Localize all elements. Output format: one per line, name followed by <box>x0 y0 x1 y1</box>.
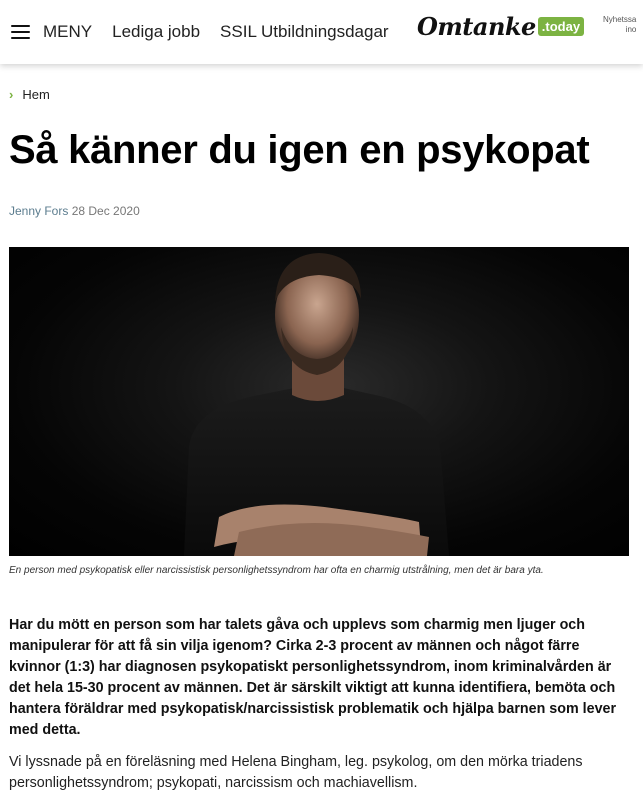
portrait-photo-icon <box>9 247 629 556</box>
site-logo[interactable] <box>417 11 584 41</box>
logo-badge: .today <box>538 17 584 36</box>
article-body-paragraph: Vi lyssnade på en föreläsning med Helena Bingham, leg. psykolog, om den mörka triadens personlighetssyndrom; psykopati, narcissism och machiavellism. <box>9 754 583 791</box>
publish-date: 28 Dec 2020 <box>71 204 140 218</box>
breadcrumb <box>9 87 50 102</box>
chevron-right-icon: › <box>9 87 14 102</box>
article-lead: Har du mött en person som har talets gåva och upplevs som charmig men ljuger och manipulerar för att få sin vilja igenom? Cirka 2-3 procent av männen och något färre kvinnor (1:3) har diagnosen psykopatiskt personlighetssyndrom, inom kriminalvården är det hela 15-30 procent av männen. Det är särskilt viktigt att kunna identifiera, bemöta och hantera föräldrar med psykopatisk/narcissistisk problematik och hjälpa barnen som lever med detta. <box>9 617 617 738</box>
menu-button[interactable] <box>11 12 92 52</box>
article-title: Så känner du igen en psykopat <box>9 128 590 172</box>
logo-wordmark: Omtanke <box>417 11 536 41</box>
nav-link-ssil-utbildningsdagar[interactable]: SSIL Utbildningsdagar <box>220 22 389 41</box>
menu-label: MENY <box>43 22 93 41</box>
author-link[interactable]: Jenny Fors <box>9 204 69 218</box>
breadcrumb-home-link[interactable]: Hem <box>22 87 50 102</box>
logo-tagline-line-1: Nyhetssa <box>603 15 637 24</box>
logo-tagline-line-2: ino <box>625 25 637 34</box>
nav-link-lediga-jobb[interactable]: Lediga jobb <box>112 22 201 41</box>
top-navigation-bar <box>0 0 643 64</box>
article-hero-image <box>9 247 629 556</box>
article-byline <box>9 204 140 218</box>
logo-tagline <box>603 15 636 35</box>
image-caption: En person med psykopatisk eller narcissistisk personlighetssyndrom har ofta en charmig utstrålning, men det är bara yta. <box>9 565 544 576</box>
hamburger-icon <box>11 25 30 39</box>
